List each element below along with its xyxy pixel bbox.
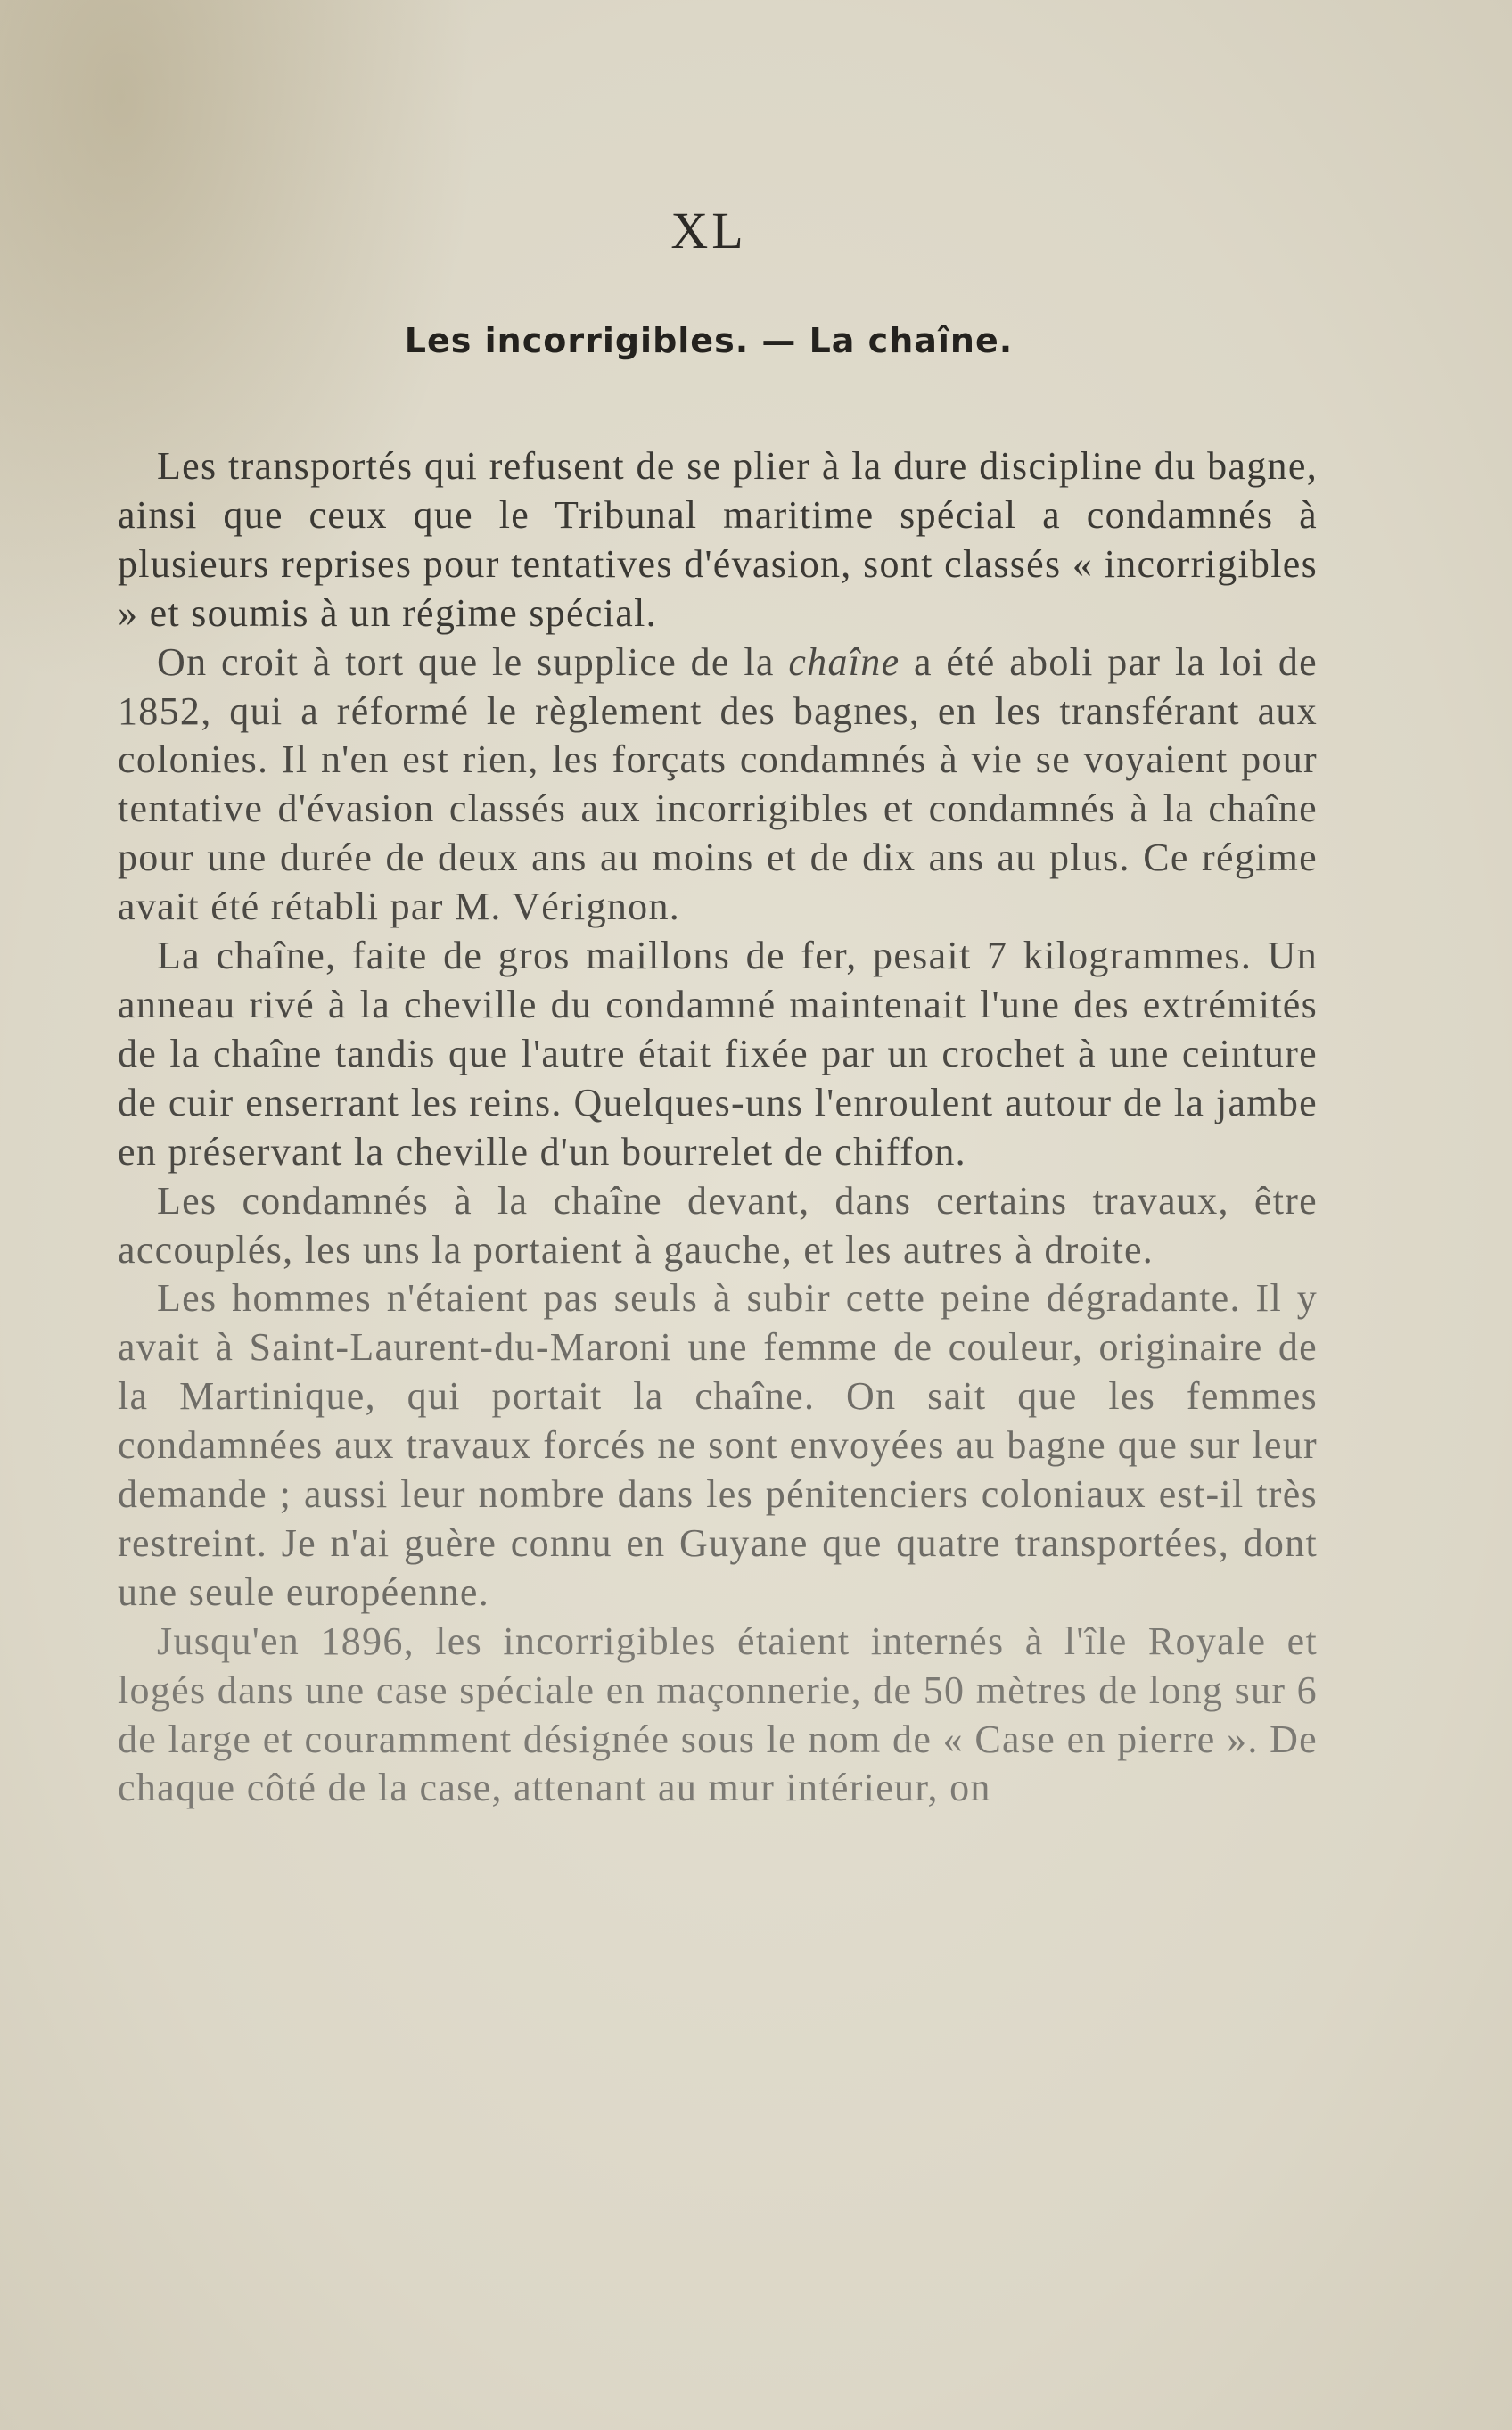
paragraph-2-emphasis: chaîne <box>788 639 900 684</box>
paragraph-3: La chaîne, faite de gros maillons de fer, pesait 7 kilogrammes. Un anneau rivé à la cheville du condamné maintenait l'une des extrémités de la chaîne tandis que l'autre était fixée par un crochet à une ceinture de cuir enserrant les reins. Quelques-uns l'enroulent autour de la jambe en préservant la cheville d'un bourrelet de chiffon. <box>118 934 1318 1174</box>
paragraph-2 <box>118 638 1318 932</box>
paragraph-2-text-after: a été aboli par la loi de 1852, qui a réformé le règlement des bagnes, en les transférant aux colonies. Il n'en est rien, les forçats condamnés à vie se voyaient pour tentative d'évasion classés aux incorrigibles et condamnés à la chaîne pour une durée de deux ans au moins et de dix ans au plus. Ce régime avait été rétabli par M. Vérignon. <box>118 639 1318 929</box>
paragraph-6: Jusqu'en 1896, les incorrigibles étaient internés à l'île Royale et logés dans une case spéciale en maçonnerie, de 50 mètres de long sur 6 de large et couramment désignée sous le nom de « Case en pierre ». De chaque côté de la case, attenant au mur intérieur, on <box>118 1619 1318 1810</box>
paragraph-5: Les hommes n'étaient pas seuls à subir cette peine dégradante. Il y avait à Saint-Laurent-du-Maroni une femme de couleur, originaire de la Martinique, qui portait la chaîne. On sait que les femmes condamnées aux travaux forcés ne sont envoyées au bagne que sur leur demande ; aussi leur nombre dans les pénitenciers coloniaux est-il très restreint. Je n'ai guère connu en Guyane que quatre transportées, dont une seule européenne. <box>118 1276 1318 1614</box>
paragraph-1: Les transportés qui refusent de se plier à la dure discipline du bagne, ainsi que ceux que le Tribunal maritime spécial a condamnés à plusieurs reprises pour tentatives d'évasion, sont classés « incorrigibles » et soumis à un régime spécial. <box>118 444 1318 635</box>
chapter-body <box>118 442 1318 1813</box>
chapter-number: XL <box>670 202 747 259</box>
chapter-title: Les incorrigibles. — La chaîne. <box>404 321 1014 360</box>
paragraph-4: Les condamnés à la chaîne devant, dans certains travaux, être accouplés, les uns la portaient à gauche, et les autres à droite. <box>118 1178 1318 1272</box>
paragraph-2-text-before: On croit à tort que le supplice de la <box>157 639 789 684</box>
